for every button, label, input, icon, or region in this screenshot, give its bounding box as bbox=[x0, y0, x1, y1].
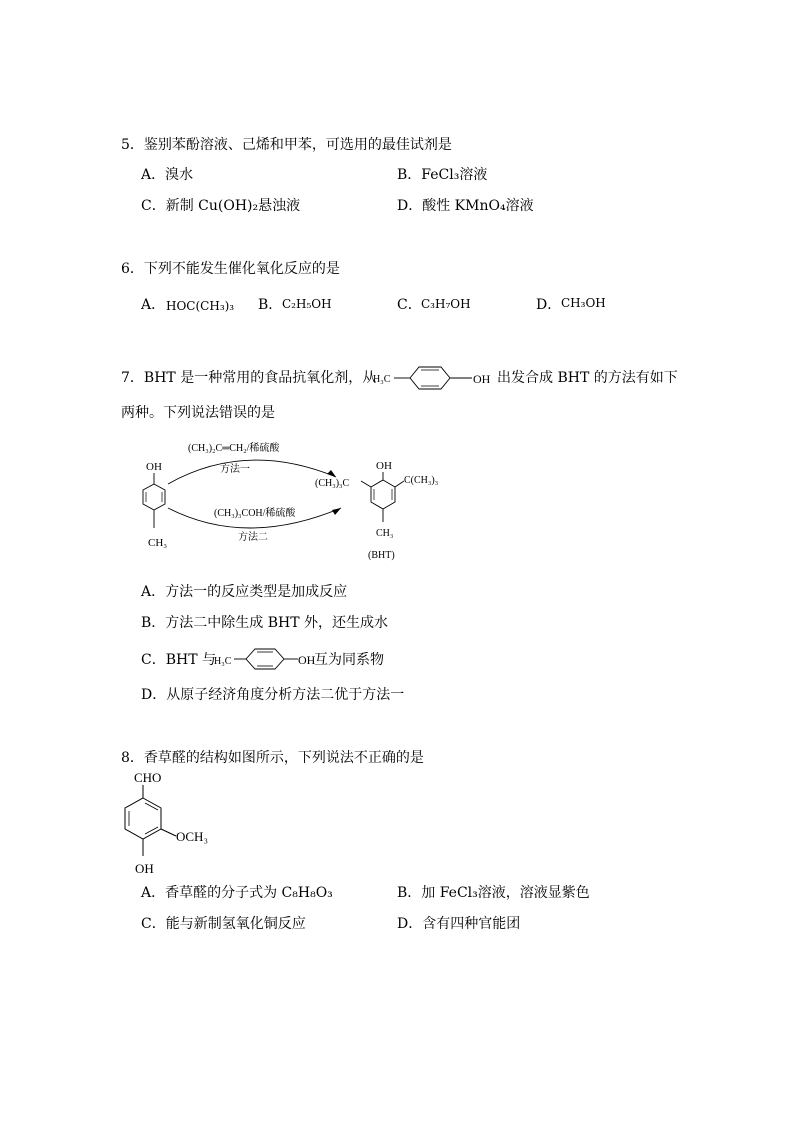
product-ch3: CH₃ bbox=[376, 528, 394, 539]
q6-option-b-formula: C₂H₅OH bbox=[282, 297, 332, 311]
q7-stem-structure bbox=[372, 362, 496, 392]
q8-stem: 8．香草醛的结构如图所示，下列说法不正确的是 bbox=[121, 750, 424, 766]
q7-option-c-h3c: H₃C bbox=[214, 656, 232, 667]
q6-option-d-formula: CH₃OH bbox=[561, 296, 606, 310]
product-right-group: C(CH₃)₃ bbox=[404, 475, 439, 486]
q6-option-b-label: B． bbox=[258, 297, 283, 313]
q6-option-a-formula: HOC(CH₃)₃ bbox=[166, 299, 235, 313]
method1-label: 方法一 bbox=[220, 464, 250, 475]
reactant-ch3: CH₃ bbox=[148, 537, 168, 549]
q6-option-c-label: C． bbox=[397, 297, 422, 313]
vanillin-benzene-icon bbox=[125, 798, 161, 839]
q7-option-b: B．方法二中除生成 BHT 外，还生成水 bbox=[141, 615, 389, 631]
q7-stem-h3c: H₃C bbox=[373, 374, 391, 385]
q7-stem-part2: 出发合成 BHT 的方法有如下 bbox=[497, 370, 678, 386]
q5-option-a: A．溴水 bbox=[141, 167, 194, 183]
q7-stem-line2: 两种。下列说法错误的是 bbox=[121, 405, 275, 421]
method1-reagent: (CH₃)₂C═CH₂/稀硫酸 bbox=[188, 443, 280, 454]
q5-option-c: C．新制 Cu(OH)₂悬浊液 bbox=[141, 198, 301, 214]
q7-reaction-scheme bbox=[136, 432, 466, 567]
q7-option-d: D．从原子经济角度分析方法二优于方法一 bbox=[141, 687, 405, 703]
product-benzene-icon bbox=[371, 480, 395, 509]
q7-option-a: A．方法一的反应类型是加成反应 bbox=[141, 584, 348, 600]
q6-stem: 6．下列不能发生催化氧化反应的是 bbox=[121, 261, 340, 277]
q8-oh: OH bbox=[135, 861, 154, 876]
q8-och3: OCH₃ bbox=[176, 829, 208, 844]
q5-stem: 5．鉴别苯酚溶液、己烯和甲苯，可选用的最佳试剂是 bbox=[121, 137, 452, 153]
q8-vanillin-structure bbox=[110, 766, 230, 882]
product-left-group: (CH₃)₃C bbox=[315, 478, 350, 489]
q8-option-b: B．加 FeCl₃溶液，溶液显紫色 bbox=[397, 885, 590, 901]
q8-option-d: D．含有四种官能团 bbox=[397, 916, 521, 932]
q8-cho: CHO bbox=[134, 770, 162, 785]
q7-option-c-structure bbox=[214, 644, 330, 674]
product-name: (BHT) bbox=[368, 550, 395, 561]
q7-option-c-oh: OH bbox=[298, 653, 316, 667]
q7-option-c-part2: 互为同系物 bbox=[314, 652, 384, 668]
q7-stem-part1: 7．BHT 是一种常用的食品抗氧化剂，从 bbox=[121, 370, 377, 386]
q6-option-a-label: A． bbox=[141, 297, 166, 313]
q5-option-d: D．酸性 KMnO₄溶液 bbox=[397, 198, 534, 214]
q6-option-d-label: D． bbox=[536, 297, 562, 313]
method2-label: 方法二 bbox=[238, 532, 268, 543]
product-oh: OH bbox=[376, 460, 392, 472]
q8-option-a: A．香草醛的分子式为 C₈H₈O₃ bbox=[141, 885, 333, 901]
q6-option-c-formula: C₃H₇OH bbox=[421, 297, 471, 311]
q8-option-c: C．能与新制氢氧化铜反应 bbox=[141, 916, 306, 932]
q7-option-c-part1: C．BHT 与 bbox=[141, 652, 216, 668]
method2-reagent: (CH₃)₃COH/稀硫酸 bbox=[214, 508, 296, 519]
q7-stem-oh: OH bbox=[473, 372, 491, 386]
reactant-oh: OH bbox=[146, 461, 162, 473]
q5-option-b: B．FeCl₃溶液 bbox=[397, 167, 488, 183]
